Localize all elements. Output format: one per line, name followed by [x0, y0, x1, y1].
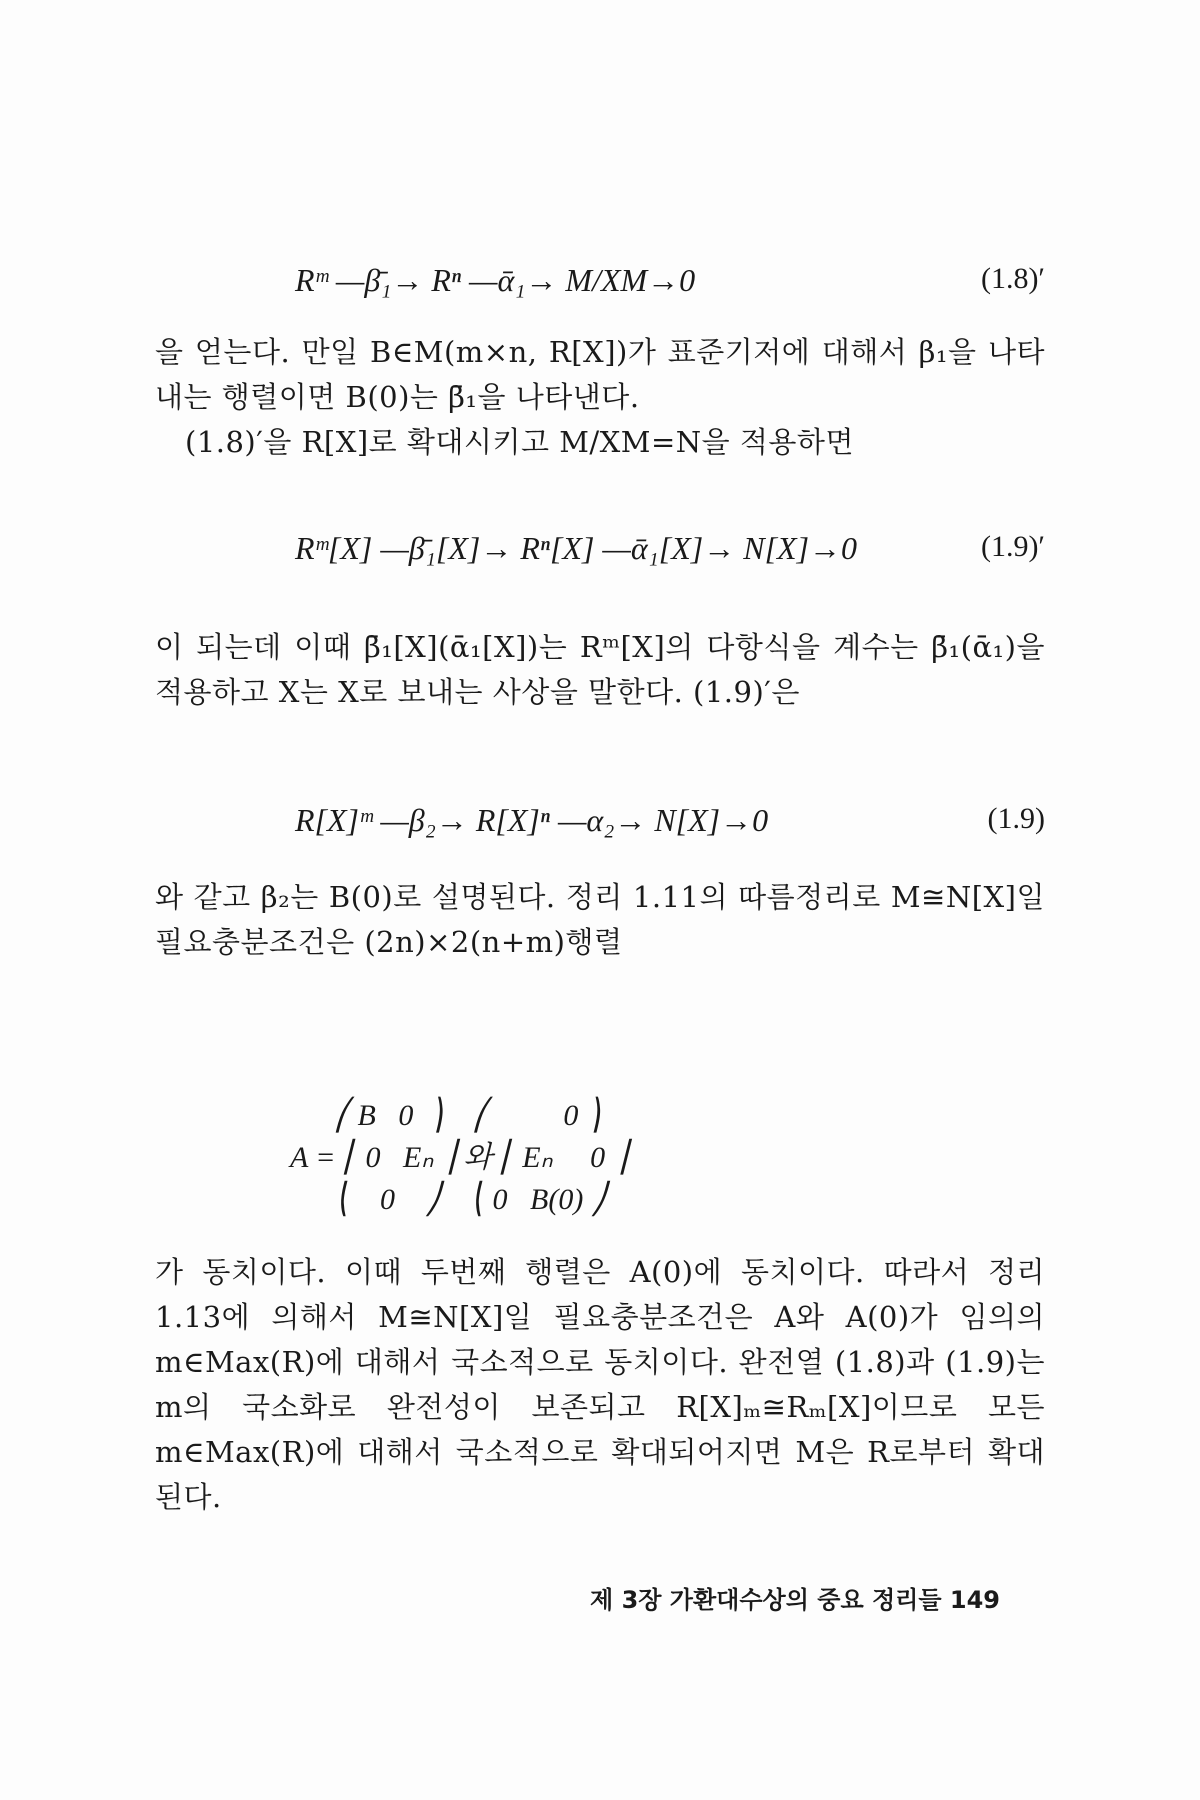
paragraph-3: 이 되는데 이때 β̄₁[X](ᾱ₁[X])는 Rᵐ[X]의 다항식을 계수는 β̄₁(ᾱ₁)을 적용하고 X는 X로 보내는 사상을 말한다. (1.9)′은 — [155, 630, 1045, 709]
paragraph-1: 을 얻는다. 만일 B∈M(m×n, R[X])가 표준기저에 대해서 β₁을 나타내는 행렬이면 B(0)는 β̄₁을 나타낸다. — [155, 335, 1045, 414]
equation-label-1-8: (1.8)′ — [980, 262, 1045, 295]
matrix-equation: ⎛ B 0 ⎞ ⎛ 0 ⎞ A = ⎜ 0 Eₙ ⎟ 와 ⎜ Eₙ 0 ⎟ ⎝ 0 ⎠ ⎝ 0 B(0) ⎠ — [290, 1099, 628, 1216]
equation-1-9: R[X]ᵐ —β₂→ R[X]ⁿ —α₂→ N[X]→0 — [295, 802, 769, 838]
equation-label-1-9-prime: (1.9)′ — [980, 530, 1045, 563]
equation-1-9-prime: Rᵐ[X] —β̄₁[X]→ Rⁿ[X] —ᾱ₁[X]→ N[X]→0 — [295, 530, 858, 566]
paragraph-2: (1.8)′을 R[X]로 확대시키고 M/XM=N을 적용하면 — [185, 425, 854, 459]
equation-label-1-9: (1.9) — [987, 802, 1045, 835]
paragraph-5: 가 동치이다. 이때 두번째 행렬은 A(0)에 동치이다. 따라서 정리 1.13에 의해서 M≅N[X]일 필요충분조건은 A와 A(0)가 임의의 m∈Max(R)에 대해서 국소적으로 동치이다. 완전열 (1.8)과 (1.9)는 m의 국소화로 완전성이 보존되고 R[X]ₘ≅Rₘ[X]이므로 모든 m∈Max(R)에 대해서 국소적으로 확대되어지면 M은 R로부터 확대된다. — [155, 1255, 1045, 1514]
equation-1-8: Rᵐ —β̄₁→ Rⁿ —ᾱ₁→ M/XM→0 — [295, 262, 696, 298]
page-footer: 제 3장 가환대수상의 중요 정리들 149 — [590, 1586, 1000, 1614]
paragraph-4: 와 같고 β₂는 B(0)로 설명된다. 정리 1.11의 따름정리로 M≅N[X]일 필요충분조건은 (2n)×2(n+m)행렬 — [155, 880, 1045, 959]
